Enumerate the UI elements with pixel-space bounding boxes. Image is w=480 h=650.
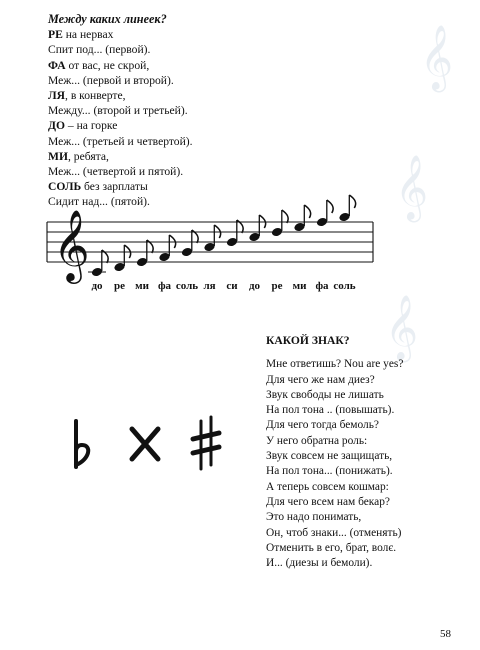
page-number: 58 [440,628,451,640]
note-name-label: фа [157,280,172,292]
verse-line: Сидит над... (пятой). [48,195,150,209]
verse-line: У него обратна роль: [266,434,368,447]
verse-line: ДО – на горке [48,119,118,133]
verse-line: На пол тона... (понижать). [266,465,393,478]
verse-line: Между... (второй и третьей). [48,104,188,118]
verse-title: Между каких линеек? [48,12,167,26]
verse-line: Звук свободы не лишать [266,388,384,401]
note-name-label: до [248,280,261,292]
ghost-treble-clef-icon: 𝄞 [385,297,419,359]
verse-line: Меж... (четвертой и пятой). [48,165,184,179]
verse-line: Меж... (первой и второй). [48,73,174,87]
verse-line: А теперь совсем кошмар: [266,480,389,493]
note-name-label: фа [315,280,329,292]
verse-title: КАКОЙ ЗНАК? [266,334,350,347]
verse-which-sign [266,333,403,571]
accidental-symbols [60,415,240,475]
verse-line: Для чего же нам диез? [266,373,375,386]
music-staff [45,192,375,287]
note-name-label: соль [333,280,356,292]
note-name-label: соль [175,280,199,292]
verse-line: РЕ на нервах [48,28,114,42]
verse-line: Меж... (третьей и четвертой). [48,134,193,148]
note-flag [327,200,333,213]
verse-line: Он, чтоб знаки... (отменять) [266,526,402,539]
note-name-label: до [91,280,103,292]
note-name-label: ми [135,280,149,292]
verse-between-lines [48,12,193,210]
ghost-treble-clef-icon: 𝄞 [395,157,429,219]
verse-line: Отменить в его, брат, волє. [266,541,397,554]
verse-line: Для чего всем нам бекар? [266,495,390,508]
verse-line: И... (диезы и бемоли). [266,557,373,570]
note-name-label: си [226,280,238,292]
verse-line: Мне ответишь? Nou are yes? [266,358,404,371]
note-name-label: ля [203,280,216,292]
flat-icon [76,421,88,467]
verse-line: ЛЯ, в конверте, [48,89,126,103]
treble-clef-icon: 𝄞 [53,208,90,281]
sharp-icon [193,417,219,469]
staff-lines [47,222,373,262]
scale-notes [88,195,356,277]
verse-line: Звук совсем не защищать, [266,450,393,463]
note-names [0,280,480,296]
ghost-treble-clef-icon: 𝄞 [420,27,454,89]
verse-line: Для чего тогда бемоль? [266,419,379,432]
verse-line: Спит под... (первой). [48,43,151,57]
verse-line: На пол тона .. (повышать). [266,404,395,417]
note-name-label: ре [114,280,125,292]
note-flag [304,205,310,218]
verse-line: Это надо понимать, [266,511,362,524]
note-flag [282,210,288,223]
note-name-label: ре [271,280,283,292]
double-sharp-icon [132,429,158,459]
note-name-label: ми [292,280,307,292]
note-flag [349,195,355,208]
verse-line: ФА от вас, не скрой, [48,58,150,72]
verse-line: СОЛЬ без зарплаты [48,180,148,194]
verse-line: МИ, ребята, [48,149,109,163]
